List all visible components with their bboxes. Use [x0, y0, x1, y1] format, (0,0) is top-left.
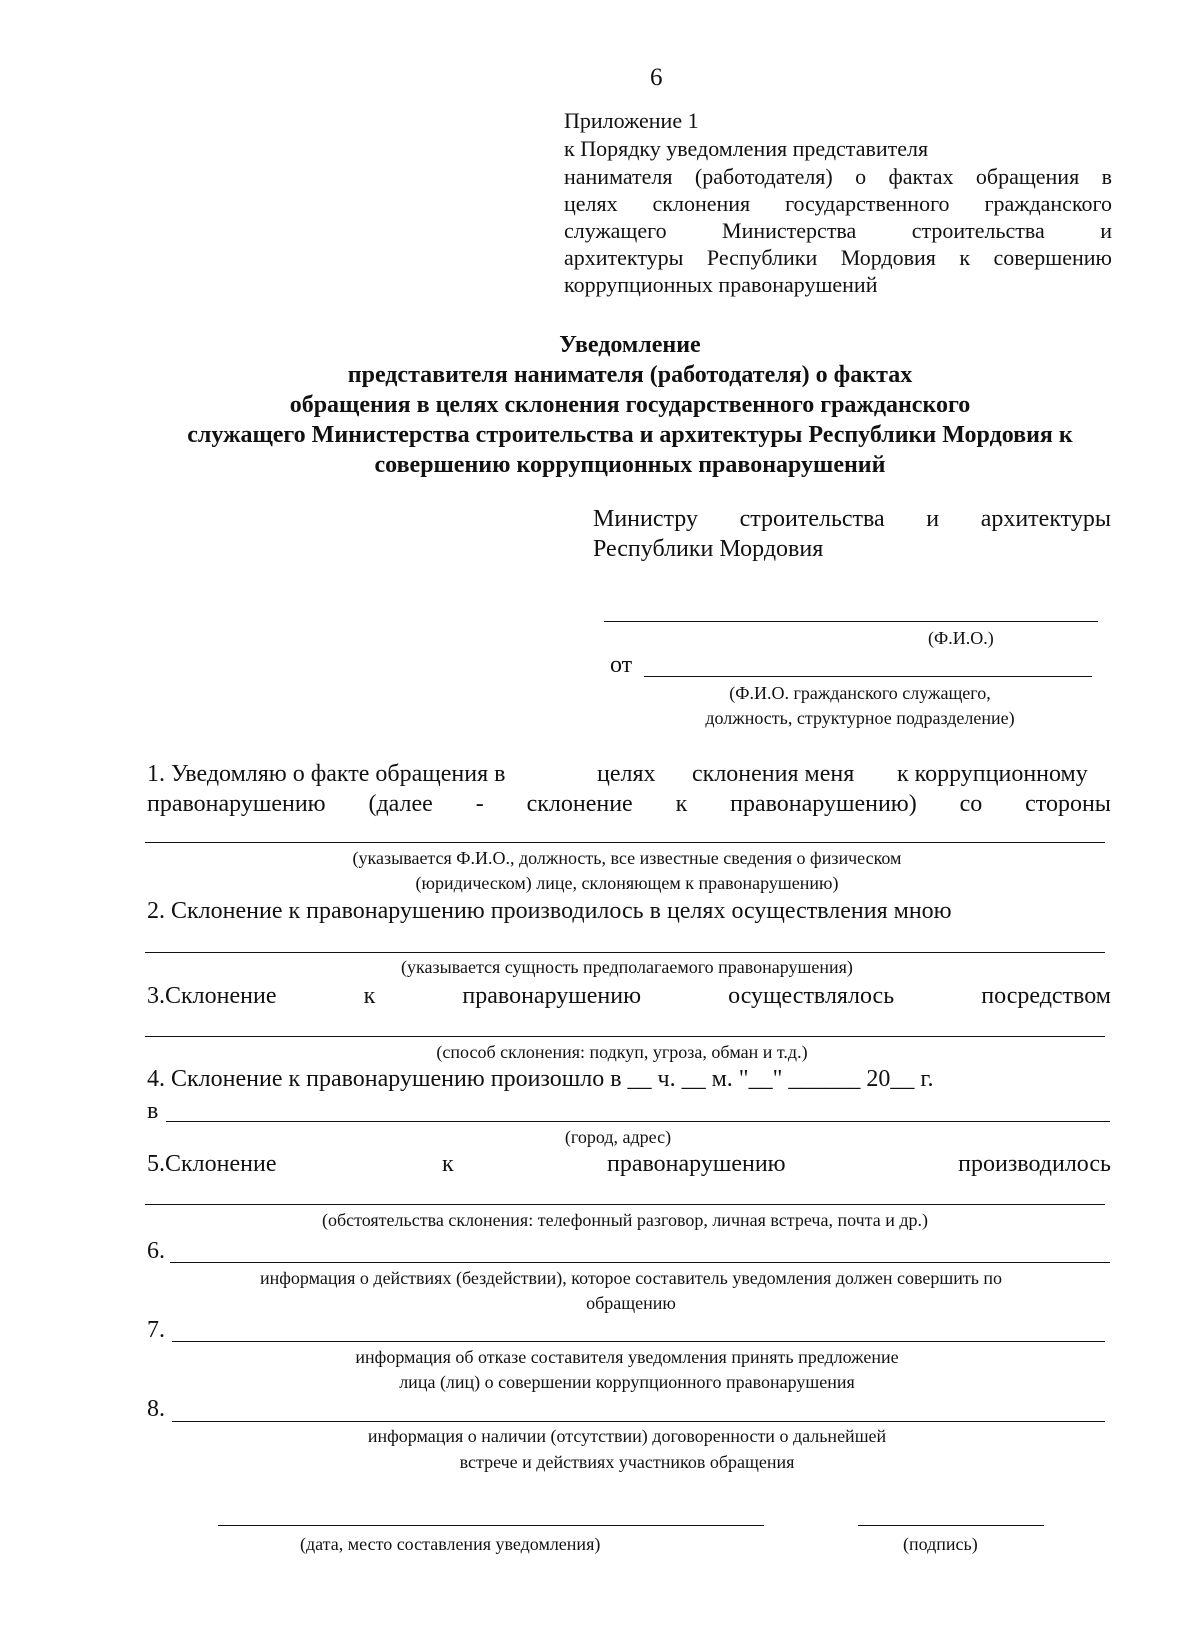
item-5-blank-line[interactable]: [145, 1204, 1105, 1205]
appendix-line-3: нанимателя (работодателя) о фактах обращения в: [564, 164, 1112, 189]
title-line-1: Уведомление: [559, 332, 701, 358]
appendix-line-2: к Порядку уведомления представителя: [564, 136, 929, 161]
from-blank-line[interactable]: [644, 676, 1092, 677]
appendix-line-4: целях склонения государственного гражданского: [564, 191, 1112, 216]
fio-blank-line[interactable]: [604, 621, 1098, 622]
title-line-2: представителя нанимателя (работодателя) о фактах: [347, 362, 913, 388]
item-1-line-2: правонарушению (далее - склонение к правонарушению) со стороны: [147, 791, 1111, 817]
item-2-text: 2. Склонение к правонарушению производилось в целях осуществления мною: [147, 898, 952, 924]
from-label: от: [610, 652, 633, 678]
item-3-blank-line[interactable]: [145, 1036, 1105, 1037]
item-8-number: 8.: [147, 1396, 165, 1422]
appendix-line-1: Приложение 1: [564, 108, 699, 133]
signature-caption: (подпись): [903, 1534, 978, 1554]
title-line-5: совершению коррупционных правонарушений: [374, 452, 886, 478]
item-7-number: 7.: [147, 1317, 165, 1343]
item-8-blank-line[interactable]: [172, 1421, 1105, 1422]
addressee-line-1: Министру строительства и архитектуры: [593, 506, 1111, 532]
item-1-blank-line[interactable]: [145, 842, 1105, 843]
item-4-caption: (город, адрес): [564, 1127, 672, 1147]
item-8-caption-2: встрече и действиях участников обращения: [459, 1452, 795, 1472]
item-6-caption-2: обращению: [586, 1293, 676, 1313]
title-line-3: обращения в целях склонения государственного гражданского: [289, 392, 971, 418]
item-4-text: 4. Склонение к правонарушению произошло в __ ч. __ м. "__" ______ 20__ г.: [147, 1066, 934, 1092]
date-place-caption: (дата, место составления уведомления): [300, 1534, 601, 1554]
item-7-blank-line[interactable]: [172, 1341, 1105, 1342]
from-caption-2: должность, структурное подразделение): [705, 708, 1015, 728]
item-3-caption: (способ склонения: подкуп, угроза, обман и т.д.): [436, 1042, 808, 1062]
item-6-caption-1: информация о действиях (бездействии), которое составитель уведомления должен совершить по: [259, 1268, 1003, 1288]
item-2-caption: (указывается сущность предполагаемого правонарушения): [401, 957, 853, 977]
date-place-blank-line[interactable]: [218, 1525, 764, 1526]
item-3-line: 3.Склонение к правонарушению осуществлялось посредством: [147, 983, 1111, 1009]
item-1-caption-2: (юридическом) лице, склоняющем к правонарушению): [415, 873, 839, 893]
appendix-line-5: служащего Министерства строительства и: [564, 218, 1112, 243]
item-4-in-label: в: [147, 1098, 159, 1124]
item-6-number: 6.: [147, 1238, 165, 1264]
signature-blank-line[interactable]: [858, 1525, 1044, 1526]
item-2-blank-line[interactable]: [145, 952, 1105, 953]
item-8-caption-1: информация о наличии (отсутствии) договоренности о дальнейшей: [367, 1426, 887, 1446]
item-7-caption-2: лица (лиц) о совершении коррупционного правонарушения: [399, 1372, 855, 1392]
appendix-line-7: коррупционных правонарушений: [564, 272, 878, 297]
title-line-4: служащего Министерства строительства и архитектуры Республики Мордовия к: [187, 422, 1073, 448]
addressee-line-2: Республики Мордовия: [593, 536, 824, 562]
item-6-blank-line[interactable]: [170, 1262, 1110, 1263]
page-number: 6: [650, 64, 663, 91]
item-5-caption: (обстоятельства склонения: телефонный разговор, личная встреча, почта и др.): [321, 1210, 929, 1230]
from-caption-1: (Ф.И.О. гражданского служащего,: [729, 683, 991, 703]
fio-caption: (Ф.И.О.): [928, 628, 994, 648]
item-1-caption-1: (указывается Ф.И.О., должность, все известные сведения о физическом: [352, 848, 902, 868]
item-4-blank-line[interactable]: [166, 1121, 1110, 1122]
appendix-line-6: архитектуры Республики Мордовия к совершению: [564, 245, 1112, 270]
item-7-caption-1: информация об отказе составителя уведомления принять предложение: [355, 1347, 899, 1367]
